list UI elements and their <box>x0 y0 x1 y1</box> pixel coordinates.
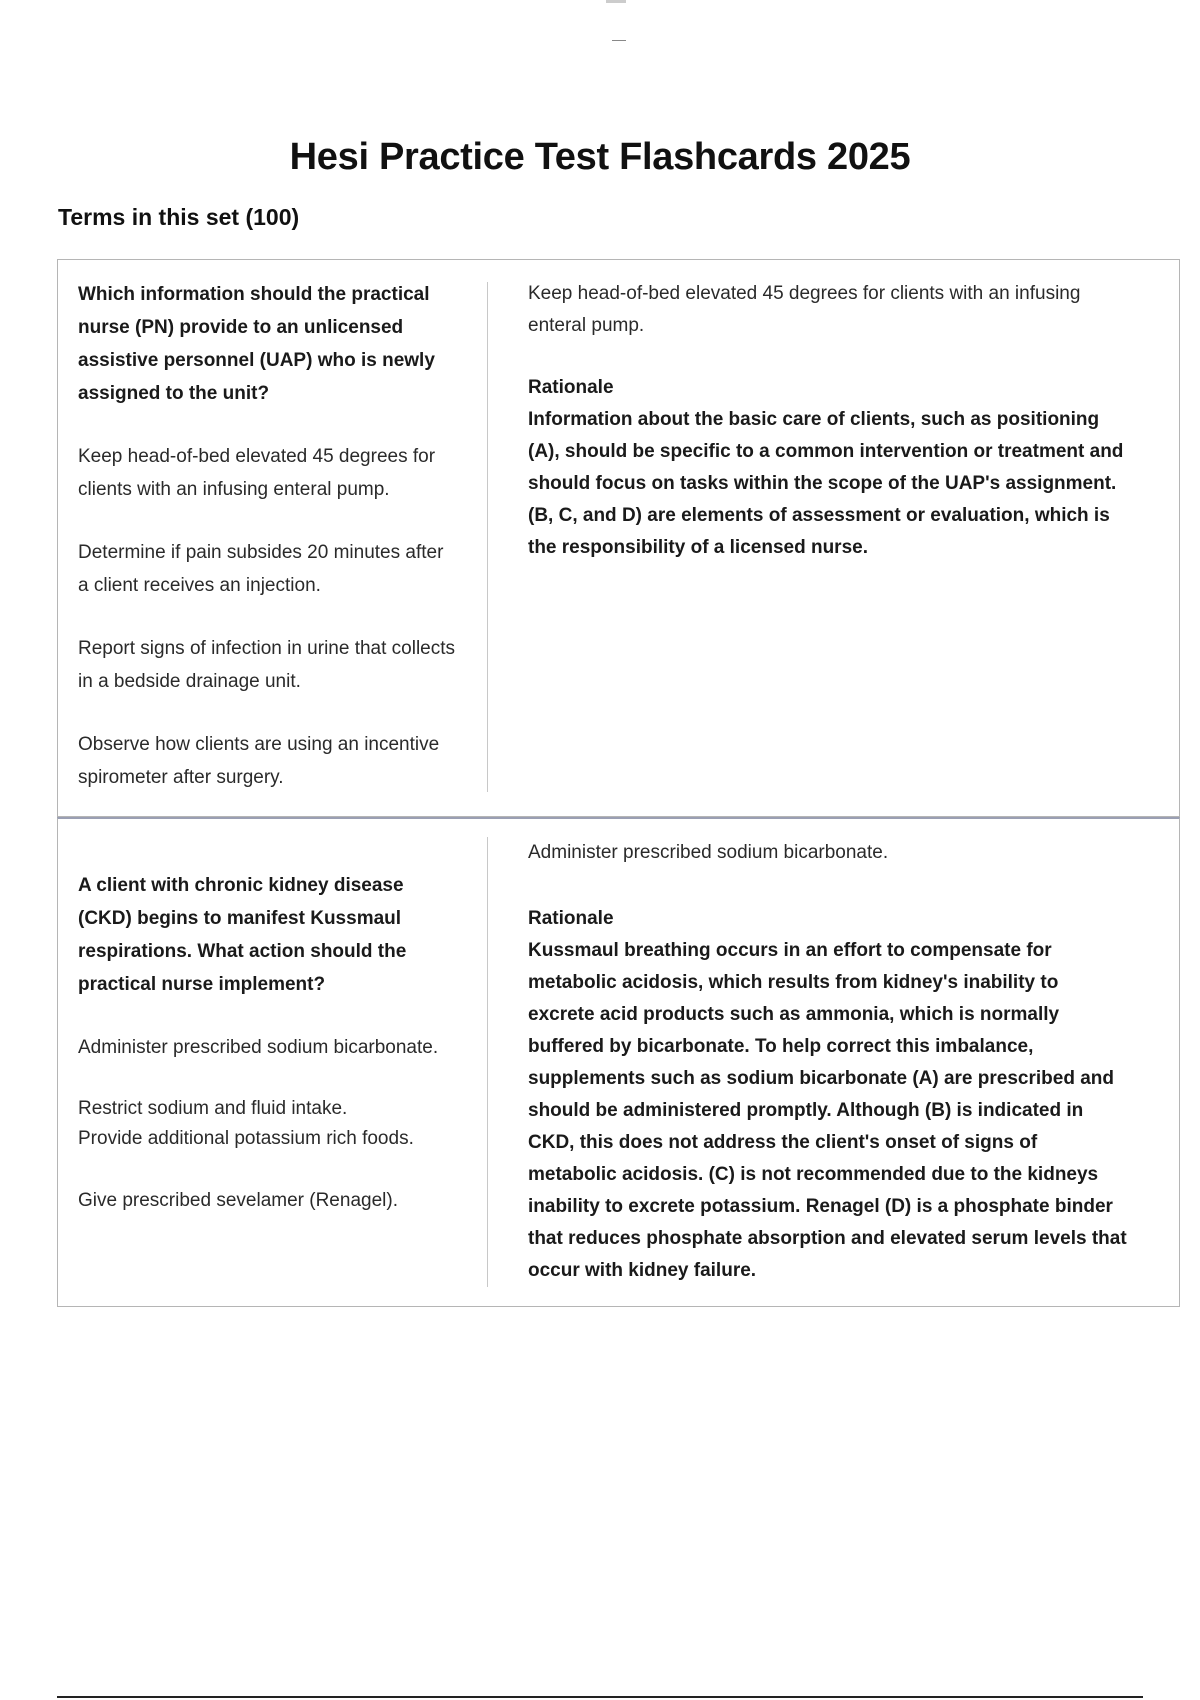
card-term <box>78 278 458 794</box>
question-text: Which information should the practical nurse (PN) provide to an unlicensed assistive personnel (UAP) who is newly assigned to the unit? <box>78 284 435 404</box>
answer-text: Administer prescribed sodium bicarbonate. <box>528 842 889 863</box>
option-d: Give prescribed sevelamer (Renagel). <box>78 1190 398 1211</box>
card-divider <box>487 837 488 1287</box>
page-title: Hesi Practice Test Flashcards 2025 <box>289 136 911 178</box>
rationale-text: Kussmaul breathing occurs in an effort to compensate for metabolic acidosis, which results from kidney's inability to excrete acid products such as ammonia, which is normally buffered by bicarbonate. To help correct this imbalance, supplements such as sodium bicarbonate (A) are prescribed and should be administered promptly. Although (B) is indicated in CKD, this does not address the client's onset of signs of metabolic acidosis. (C) is not recommended due to the kidneys inability to excrete potassium. Renagel (D) is a phosphate binder that reduces phosphate absorption and elevated serum levels that occur with kidney failure. <box>528 940 1127 1281</box>
option-d: Observe how clients are using an incentive spirometer after surgery. <box>78 734 440 788</box>
question-text: A client with chronic kidney disease (CKD) begins to manifest Kussmaul respirations. What action should the practical nurse implement? <box>78 875 407 995</box>
card-divider <box>487 282 488 792</box>
option-b: Determine if pain subsides 20 minutes after a client receives an injection. <box>78 542 444 596</box>
header-mark <box>606 0 626 3</box>
card-definition <box>528 837 1128 1287</box>
card-definition <box>528 278 1128 564</box>
footer-rule <box>57 1696 1143 1698</box>
rationale-label: Rationale <box>528 377 614 398</box>
rationale-label: Rationale <box>528 908 614 929</box>
option-a: Administer prescribed sodium bicarbonate. <box>78 1037 439 1058</box>
card-term <box>78 869 458 1217</box>
flashcard[interactable] <box>57 817 1180 1307</box>
terms-count: Terms in this set (100) <box>58 204 300 230</box>
flashcard[interactable] <box>57 259 1180 817</box>
option-b: Restrict sodium and fluid intake. <box>78 1098 348 1119</box>
rationale-text: Information about the basic care of clients, such as positioning (A), should be specific to a common intervention or treatment and should focus on tasks within the scope of the UAP's assignment. (B, C, and D) are elements of assessment or evaluation, which is the responsibility of a licensed nurse. <box>528 409 1124 558</box>
option-c: Report signs of infection in urine that collects in a bedside drainage unit. <box>78 638 456 692</box>
option-a: Keep head-of-bed elevated 45 degrees for clients with an infusing enteral pump. <box>78 446 436 500</box>
answer-text: Keep head-of-bed elevated 45 degrees for clients with an infusing enteral pump. <box>528 283 1081 336</box>
option-c: Provide additional potassium rich foods. <box>78 1128 414 1149</box>
header-dash <box>612 40 626 41</box>
